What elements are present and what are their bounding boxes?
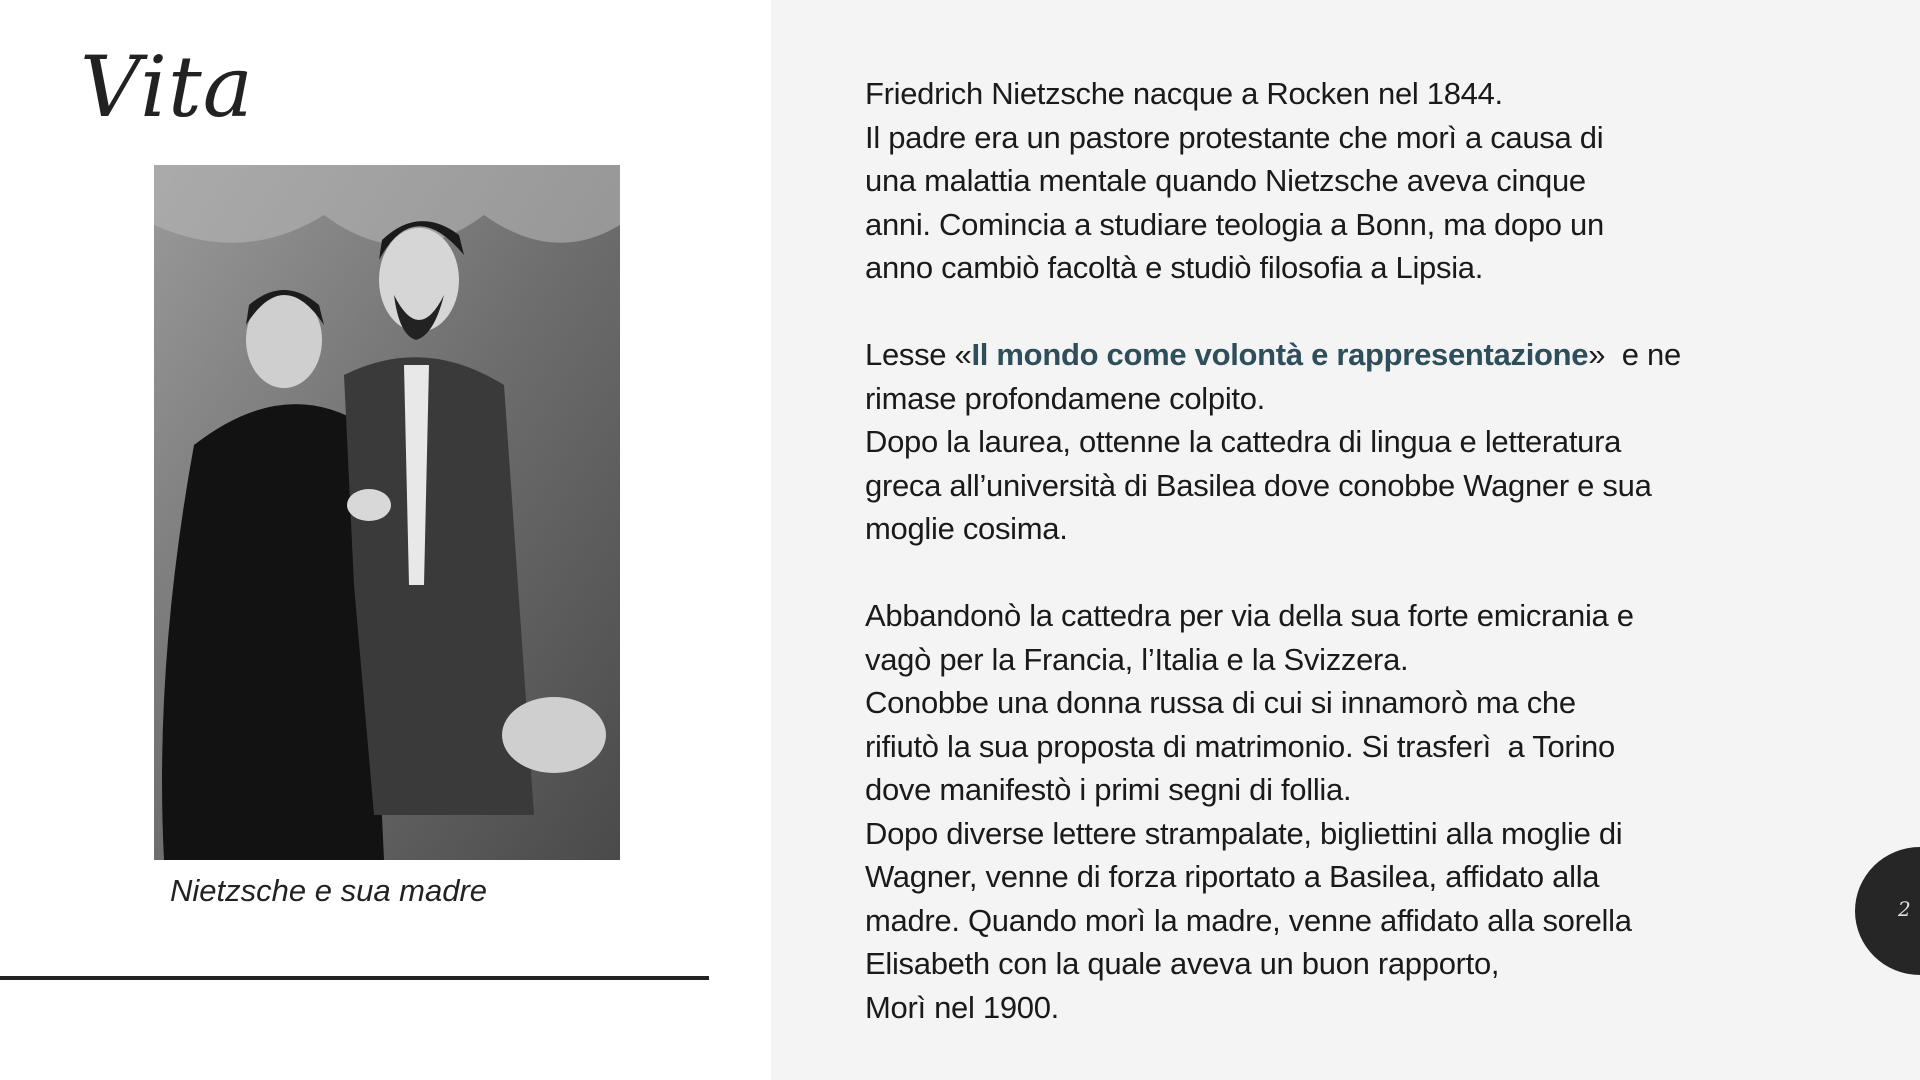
photo-nietzsche-and-mother [154,165,620,860]
text-fragment: Lesse « [865,337,972,372]
book-title: Il mondo come volontà e rappresentazione [971,337,1589,372]
text-line: Dopo la laurea, ottenne la cattedra di lingua e letteratura [865,424,1622,459]
text-line: rimase profondamene colpito. [865,380,1265,416]
divider-line [0,976,709,980]
text-line [865,333,1681,377]
biography-text [865,72,1681,1029]
text-line: vagò per la Francia, l’Italia e la Svizzera. [865,641,1409,677]
text-line: Abbandonò la cattedra per via della sua forte emicrania e [865,598,1634,633]
text-line: Friedrich Nietzsche nacque a Rocken nel 1844. [865,76,1503,111]
photo-caption: Nietzsche e sua madre [170,873,488,908]
page-number-badge [1855,847,1920,975]
slide-title: Vita [80,38,254,136]
page-number: 2 [1898,897,1911,921]
text-line: Morì nel 1900. [865,989,1059,1025]
text-line: rifiutò la sua proposta di matrimonio. Si trasferì a Torino [865,728,1615,764]
text-line: una malattia mentale quando Nietzsche aveva cinque [865,163,1586,198]
text-line: madre. Quando morì la madre, venne affidato alla sorella [865,902,1632,938]
text-line: Il padre era un pastore protestante che morì a causa di [865,119,1604,155]
text-line: dove manifestò i primi segni di follia. [865,772,1352,807]
text-line: greca all’università di Basilea dove conobbe Wagner e sua [865,467,1652,503]
text-line: Elisabeth con la quale aveva un buon rapporto, [865,946,1500,981]
text-line: anno cambiò facoltà e studiò filosofia a Lipsia. [865,250,1484,285]
text-line: moglie cosima. [865,511,1068,546]
text-line: anni. Comincia a studiare teologia a Bonn, ma dopo un [865,206,1604,242]
text-line: Conobbe una donna russa di cui si innamorò ma che [865,685,1576,720]
text-line: Wagner, venne di forza riportato a Basilea, affidato alla [865,859,1600,894]
text-line: Dopo diverse lettere strampalate, bigliettini alla moglie di [865,815,1623,851]
text-fragment: » e ne [1588,337,1681,372]
